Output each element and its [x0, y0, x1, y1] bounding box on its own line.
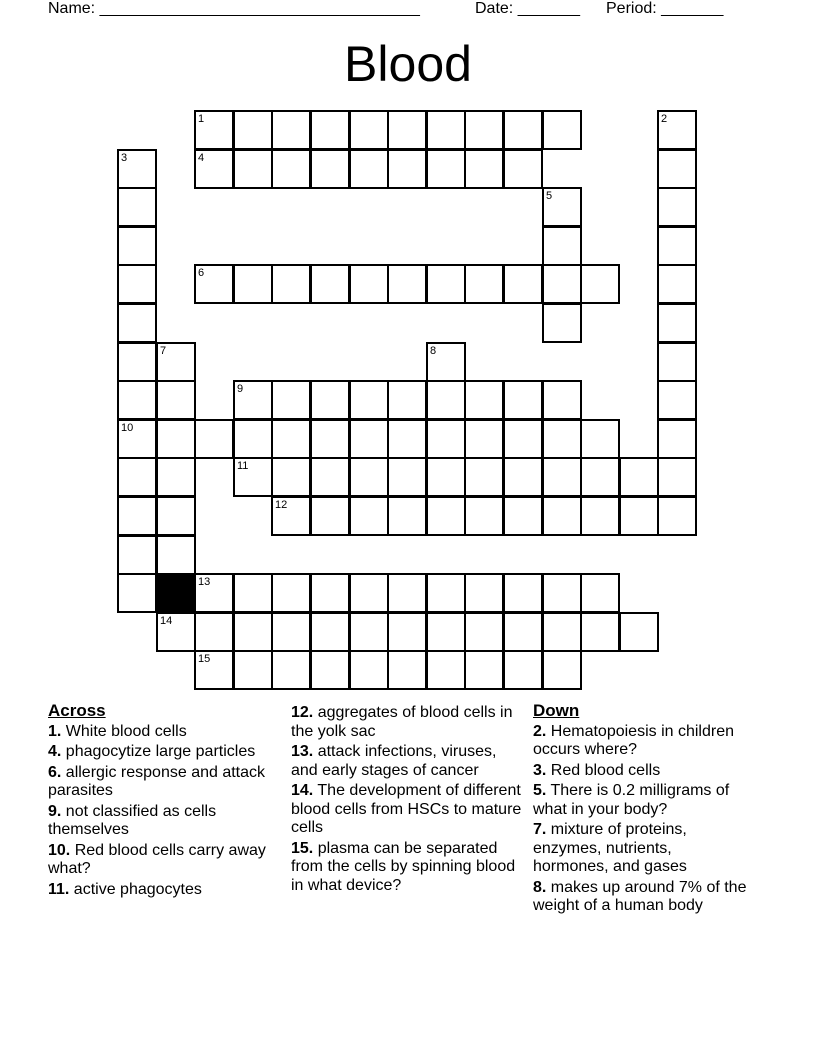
clue-item	[48, 803, 278, 840]
grid-cell[interactable]	[271, 419, 311, 459]
grid-cell[interactable]	[542, 380, 582, 420]
grid-cell[interactable]	[426, 457, 466, 497]
grid-cell[interactable]	[387, 496, 427, 536]
grid-cell[interactable]	[387, 457, 427, 497]
grid-cell[interactable]	[542, 226, 582, 266]
grid-cell[interactable]	[426, 419, 466, 459]
grid-cell[interactable]	[271, 573, 311, 613]
clue-item	[533, 782, 748, 819]
grid-cell[interactable]	[233, 650, 273, 690]
clue-number: 14	[160, 615, 173, 627]
clue-number: 4	[198, 152, 205, 164]
grid-cell[interactable]	[349, 264, 389, 304]
grid-cell[interactable]	[349, 457, 389, 497]
clue-item-number: 1.	[48, 722, 62, 740]
grid-cell[interactable]	[464, 612, 504, 652]
clue-item-text: Red blood cells	[546, 761, 661, 779]
clue-item-text: White blood cells	[61, 722, 187, 740]
clue-item	[533, 879, 748, 916]
clue-item-text: aggregates of blood cells in the yolk sac	[291, 704, 513, 740]
clue-number: 11	[237, 460, 249, 472]
clue-item-number: 15.	[291, 839, 314, 857]
grid-cell[interactable]	[426, 573, 466, 613]
grid-cell[interactable]	[464, 457, 504, 497]
grid-cell[interactable]	[271, 110, 311, 150]
grid-cell[interactable]	[580, 457, 620, 497]
clue-number: 3	[121, 152, 128, 164]
grid-cell[interactable]	[117, 149, 157, 189]
clue-item-text: mixture of proteins, enzymes, nutrients, hormones, and gases	[533, 821, 687, 875]
grid-cell[interactable]	[271, 650, 311, 690]
grid-cell[interactable]	[349, 110, 389, 150]
grid-cell[interactable]	[349, 380, 389, 420]
grid-cell[interactable]	[117, 380, 157, 420]
grid-cell[interactable]	[310, 457, 350, 497]
grid-cell[interactable]	[657, 380, 697, 420]
grid-cell[interactable]	[233, 149, 273, 189]
clue-item-number: 7.	[533, 821, 547, 838]
grid-cell[interactable]	[503, 110, 543, 150]
grid-cell[interactable]	[310, 149, 350, 189]
grid-cell[interactable]	[117, 264, 157, 304]
grid-cell[interactable]	[387, 573, 427, 613]
grid-cell[interactable]	[657, 264, 697, 304]
grid-cell[interactable]	[233, 612, 273, 652]
grid-cell[interactable]	[657, 496, 697, 536]
grid-cell[interactable]	[233, 457, 273, 497]
grid-cell[interactable]	[156, 496, 196, 536]
across-list-continued	[291, 704, 523, 895]
clue-number: 8	[430, 345, 437, 357]
clue-item-text: not classified as cells themselves	[48, 802, 217, 838]
grid-cell[interactable]	[233, 264, 273, 304]
grid-cell[interactable]	[349, 149, 389, 189]
grid-cell[interactable]	[542, 612, 582, 652]
clue-item-number: 10.	[48, 841, 71, 859]
grid-cell[interactable]	[387, 419, 427, 459]
grid-cell[interactable]	[657, 342, 697, 382]
grid-cell[interactable]	[542, 264, 582, 304]
grid-cell[interactable]	[580, 264, 620, 304]
grid-cell[interactable]	[310, 573, 350, 613]
grid-cell[interactable]	[619, 496, 659, 536]
clue-number: 7	[160, 345, 167, 357]
grid-cell[interactable]	[387, 110, 427, 150]
grid-cell[interactable]	[117, 535, 157, 575]
grid-cell[interactable]	[542, 187, 582, 227]
clue-item-number: 6.	[48, 763, 62, 781]
clue-item	[48, 723, 278, 742]
grid-cell[interactable]	[387, 380, 427, 420]
grid-cell[interactable]	[233, 380, 273, 420]
grid-cell[interactable]	[426, 149, 466, 189]
grid-cell[interactable]	[542, 110, 582, 150]
grid-cell[interactable]	[349, 496, 389, 536]
clue-item-text: makes up around 7% of the weight of a human body	[533, 878, 747, 914]
grid-cell[interactable]	[657, 187, 697, 227]
grid-cell[interactable]	[503, 264, 543, 304]
clue-item-text: plasma can be separated from the cells by spinning blood in what device?	[291, 839, 516, 894]
clue-item-text: Hematopoiesis in children occurs where?	[533, 722, 734, 758]
grid-cell[interactable]	[156, 342, 196, 382]
across-list	[48, 723, 278, 900]
grid-cell[interactable]	[271, 380, 311, 420]
grid-cell[interactable]	[464, 496, 504, 536]
grid-cell[interactable]	[271, 264, 311, 304]
grid-cell[interactable]	[503, 149, 543, 189]
grid-cell[interactable]	[619, 457, 659, 497]
clue-number: 12	[275, 499, 288, 511]
grid-cell[interactable]	[117, 226, 157, 266]
grid-cell[interactable]	[657, 226, 697, 266]
clue-number: 9	[237, 383, 244, 395]
grid-cell[interactable]	[156, 380, 196, 420]
date-field[interactable]: Date: _______	[475, 0, 580, 17]
grid-cell[interactable]	[156, 535, 196, 575]
grid-cell[interactable]	[503, 650, 543, 690]
grid-cell[interactable]	[271, 149, 311, 189]
down-clues	[533, 702, 748, 918]
grid-cell[interactable]	[310, 419, 350, 459]
grid-cell[interactable]	[194, 419, 234, 459]
grid-cell[interactable]	[387, 650, 427, 690]
grid-cell[interactable]	[117, 303, 157, 343]
grid-cell[interactable]	[503, 419, 543, 459]
grid-cell[interactable]	[194, 573, 234, 613]
down-list	[533, 723, 748, 916]
clue-item	[48, 842, 278, 879]
grid-cell[interactable]	[464, 149, 504, 189]
grid-cell[interactable]	[194, 650, 234, 690]
grid-cell[interactable]	[503, 573, 543, 613]
clue-item-number: 8.	[533, 878, 547, 896]
across-clues-continued	[291, 704, 523, 897]
grid-cell[interactable]	[657, 149, 697, 189]
grid-cell[interactable]	[464, 650, 504, 690]
grid-cell[interactable]	[542, 303, 582, 343]
grid-cell[interactable]	[117, 419, 157, 459]
black-square	[156, 573, 196, 613]
grid-cell[interactable]	[580, 419, 620, 459]
clue-number: 15	[198, 653, 211, 665]
clue-item-number: 9.	[48, 802, 62, 820]
clue-item	[291, 704, 523, 741]
grid-cell[interactable]	[349, 573, 389, 613]
grid-cell[interactable]	[310, 650, 350, 690]
clue-item-number: 11.	[48, 880, 70, 898]
grid-cell[interactable]	[349, 419, 389, 459]
grid-cell[interactable]	[426, 264, 466, 304]
grid-cell[interactable]	[117, 342, 157, 382]
grid-cell[interactable]	[117, 496, 157, 536]
grid-cell[interactable]	[542, 419, 582, 459]
clue-item-text: Red blood cells carry away what?	[48, 841, 266, 877]
grid-cell[interactable]	[156, 419, 196, 459]
grid-cell[interactable]	[271, 457, 311, 497]
grid-cell[interactable]	[657, 110, 697, 150]
grid-cell[interactable]	[310, 264, 350, 304]
grid-cell[interactable]	[657, 419, 697, 459]
clue-item	[533, 762, 748, 781]
grid-cell[interactable]	[117, 187, 157, 227]
grid-cell[interactable]	[271, 496, 311, 536]
clue-item-text: active phagocytes	[69, 880, 202, 898]
grid-cell[interactable]	[156, 457, 196, 497]
grid-cell[interactable]	[464, 573, 504, 613]
grid-cell[interactable]	[387, 612, 427, 652]
clue-item-number: 4.	[48, 743, 62, 760]
grid-cell[interactable]	[194, 612, 234, 652]
grid-cell[interactable]	[156, 612, 196, 652]
grid-cell[interactable]	[657, 303, 697, 343]
grid-cell[interactable]	[464, 110, 504, 150]
down-heading: Down	[533, 701, 580, 720]
grid-cell[interactable]	[619, 612, 659, 652]
grid-cell[interactable]	[426, 650, 466, 690]
clue-item-text: attack infections, viruses, and early stages of cancer	[291, 743, 497, 779]
grid-cell[interactable]	[580, 612, 620, 652]
grid-cell[interactable]	[426, 380, 466, 420]
grid-cell[interactable]	[426, 612, 466, 652]
clue-number: 13	[198, 576, 211, 588]
grid-cell[interactable]	[310, 380, 350, 420]
clue-item	[533, 723, 748, 760]
grid-cell[interactable]	[271, 612, 311, 652]
grid-cell[interactable]	[387, 149, 427, 189]
grid-cell[interactable]	[310, 496, 350, 536]
across-clues	[48, 702, 278, 901]
clue-number: 1	[198, 113, 205, 125]
clue-item	[291, 840, 523, 896]
grid-cell[interactable]	[580, 573, 620, 613]
grid-cell[interactable]	[310, 110, 350, 150]
grid-cell[interactable]	[464, 380, 504, 420]
period-field[interactable]: Period: _______	[606, 0, 724, 17]
clue-item	[291, 782, 523, 838]
clue-item-text: allergic response and attack parasites	[48, 763, 266, 799]
grid-cell[interactable]	[194, 149, 234, 189]
clue-item	[48, 881, 278, 900]
grid-cell[interactable]	[464, 264, 504, 304]
grid-cell[interactable]	[310, 612, 350, 652]
clue-item-number: 12.	[291, 704, 314, 721]
grid-cell[interactable]	[233, 110, 273, 150]
grid-cell[interactable]	[349, 650, 389, 690]
clue-item	[291, 743, 523, 780]
grid-cell[interactable]	[542, 650, 582, 690]
clue-item	[48, 743, 278, 762]
across-heading: Across	[48, 701, 106, 720]
grid-cell[interactable]	[387, 264, 427, 304]
grid-cell[interactable]	[580, 496, 620, 536]
grid-cell[interactable]	[426, 342, 466, 382]
clue-item	[48, 764, 278, 801]
grid-cell[interactable]	[233, 419, 273, 459]
name-field[interactable]: Name: ____________________________________	[48, 0, 420, 17]
grid-cell[interactable]	[194, 264, 234, 304]
clue-item-number: 5.	[533, 782, 547, 799]
grid-cell[interactable]	[117, 457, 157, 497]
grid-cell[interactable]	[657, 457, 697, 497]
grid-cell[interactable]	[542, 457, 582, 497]
clue-item-number: 13.	[291, 743, 314, 760]
grid-cell[interactable]	[194, 110, 234, 150]
clue-number: 6	[198, 267, 205, 279]
page-title: Blood	[344, 36, 472, 92]
clue-item-number: 2.	[533, 722, 547, 740]
clue-item-text: The development of different blood cells from HSCs to mature cells	[291, 782, 522, 836]
grid-cell[interactable]	[426, 110, 466, 150]
clue-number: 2	[661, 113, 668, 125]
grid-cell[interactable]	[503, 612, 543, 652]
clue-item-text: phagocytize large particles	[61, 743, 256, 760]
clue-number: 10	[121, 422, 134, 434]
clue-item-number: 14.	[291, 782, 314, 799]
grid-cell[interactable]	[503, 496, 543, 536]
grid-cell[interactable]	[464, 419, 504, 459]
grid-cell[interactable]	[349, 612, 389, 652]
clue-item-number: 3.	[533, 761, 547, 779]
clue-number: 5	[546, 190, 553, 202]
grid-cell[interactable]	[426, 496, 466, 536]
grid-cell[interactable]	[503, 380, 543, 420]
grid-cell[interactable]	[233, 573, 273, 613]
grid-cell[interactable]	[117, 573, 157, 613]
grid-cell[interactable]	[542, 573, 582, 613]
grid-cell[interactable]	[503, 457, 543, 497]
clue-item-text: There is 0.2 milligrams of what in your body?	[533, 782, 730, 818]
clue-item	[533, 821, 748, 877]
grid-cell[interactable]	[542, 496, 582, 536]
